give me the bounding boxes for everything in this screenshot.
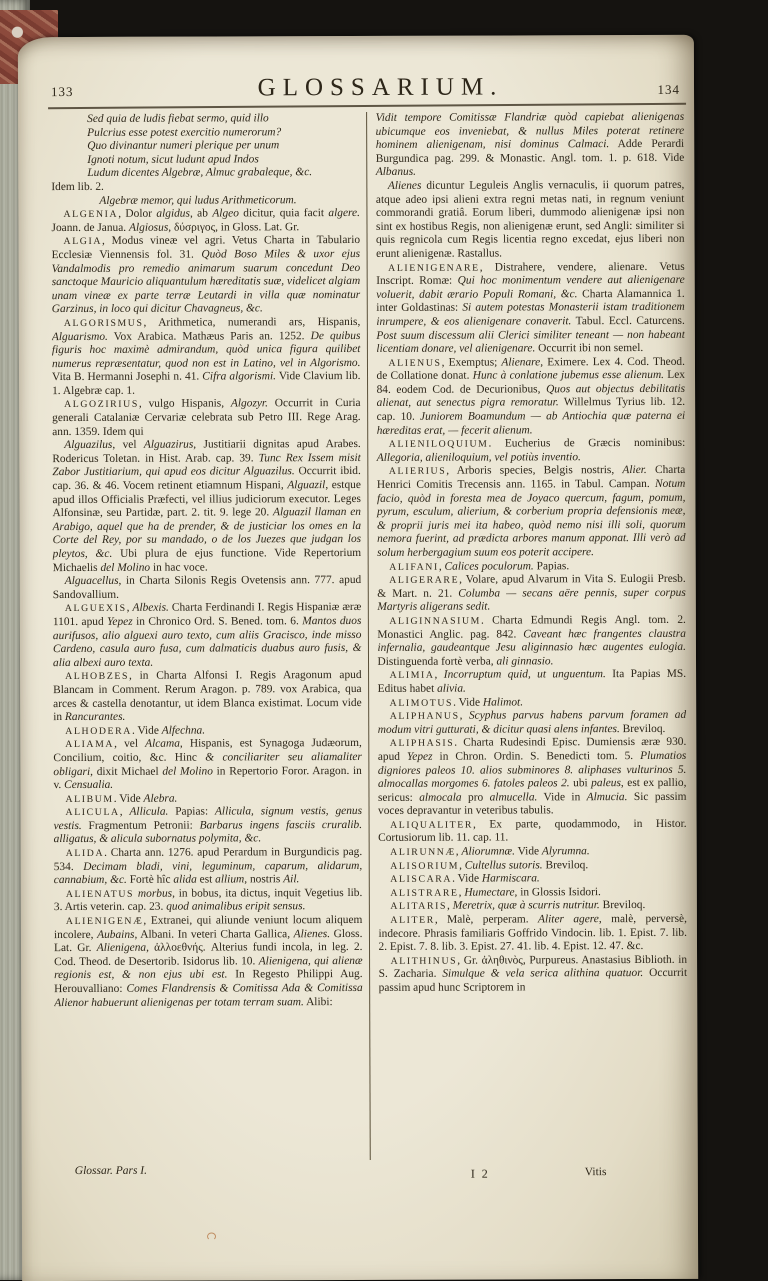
entry-paragraph: ALIDA. Charta ann. 1276. apud Perardum in Burgundicis pag. 534. Decimam bladi, vini, leguminum, caparum, alidarum, cannabium, &c. Fortè hîc alida est allium, nostris Ail. bbox=[53, 846, 363, 887]
page-number-left: 133 bbox=[50, 83, 74, 100]
entry-paragraph: ALIPHASIS. Charta Rudesindi Episc. Dumiensis æræ 930. apud Yepez in Chron. Ordin. S. Benedicti tom. 5. Plumatios digniores paleos 10. alios subminores 8. aliphases vulturinos 5. almocallas morgomes 6. fatoles paleos 2. ubi paleus, est ex pallio, sericus: almocala pro almucella. Vide in Almucia. Sic passim voces depravantur in veteribus tabulis. bbox=[377, 736, 687, 818]
verse-line: Algebræ memor, qui ludus Arithmeticorum. bbox=[99, 193, 297, 207]
entry-paragraph: ALGENIA, Dolor algidus, ab Algeo dicitur, quia facit algere. Joann. de Janua. Algiosus, δύσριγος, in Gloss. Lat. Gr. bbox=[51, 207, 360, 234]
entry-paragraph: ALISORIUM, Cultellus sutoris. Breviloq. bbox=[390, 858, 589, 872]
entry-paragraph: ALIBUM. Vide Alebra. bbox=[65, 792, 178, 805]
entry-paragraph: ALGIA, Modus vineæ vel agri. Vetus Charta in Tabulario Ecclesiæ Viennensis fol. 31. Quòd Boso Miles & uxor ejus Vandalmodis pro remedio animarum suarum concedunt Deo sanctoque Mauricio aliquantulum hæreditatis suæ, videlicet algiam unam vineæ ex parte terræ Leutardi in villa quæ nominatur Garzinus, in loco qui dicitur Chavagneus, &c. bbox=[51, 234, 361, 316]
header-rule bbox=[48, 103, 686, 109]
entry-paragraph: Alienes dicuntur Leguleis Anglis vernaculis, ii quorum patres, atque adeo ipsi alieni extra regni metas nati, in regnum veniunt commorandi gratiâ. Eorum liberi, dummodo alienigenæ ipsi non sint ex hostibus Regis, non alienigenæ erunt, sed Angli: similiter si quis regnicola cum Regis licentia regno excedat, ejus liberi non erunt alienigenæ. Rastallus. bbox=[375, 178, 685, 260]
verse-line: Ludum dicentes Algebræ, Almuc grabaleque, &c. bbox=[87, 166, 313, 180]
footer-catchword: Vitis bbox=[584, 1166, 607, 1179]
entry-paragraph: ALIPHANUS, Scyphus parvus habens parvum foramen ad modum vitri gutturati, & dicitur quasi alens infantes. Breviloq. bbox=[377, 708, 687, 736]
running-header bbox=[51, 73, 680, 103]
entry-paragraph: ALHOBZES, in Charta Alfonsi I. Regis Aragonum apud Blancam in Comment. Rerum Aragon. p. 789. vox Arabica, qua arces & castella denotantur, ut idem Blanca existimat. Locum vide in Rancurantes. bbox=[53, 669, 362, 724]
entry-paragraph: ALGORISMUS, Arithmetica, numerandi ars, Hispanis, Alguarismo. Vox Arabica. Mathæus Paris an. 1252. De quibus figuris hoc maximè admirandum, quòd unica figura quilibet numerus repræsentatur, quod non est in Latino, vel in Algorismo. Vita B. Hermanni Josephi n. 41. Cifra algorismi. Vide Clavium lib. 1. Algebræ cap. 1. bbox=[51, 315, 361, 397]
column-right bbox=[366, 111, 688, 1160]
entry-paragraph: ALIRUNNÆ, Aliorumnæ. Vide Alyrumna. bbox=[390, 845, 590, 858]
verse-line: Sed quia de ludis fiebat sermo, quid illo bbox=[87, 112, 269, 125]
entry-paragraph: ALIAMA, vel Alcama, Hispanis, est Synagoga Judæorum, Concilium, coitio, &c. Hinc & conciliariter seu aliamaliter obligari, dixit Michael del Molino in Repertorio Foror. Aragon. in v. Censualia. bbox=[53, 737, 362, 792]
citation-line: Idem lib. 2. bbox=[51, 180, 104, 194]
verse-line: Pulcrius esse potest exercitio numerorum? bbox=[87, 125, 282, 139]
paper-stain bbox=[207, 1232, 216, 1240]
entry-paragraph: ALIMIA, Incorruptum quid, ut unguentum. Ita Papias MS. Editus habet alivia. bbox=[377, 668, 687, 695]
entry-paragraph: ALIENUS, Exemptus; Alienare, Eximere. Lex 4. Cod. Theod. de Collatione donat. Hunc à conlatione jubemus esse alienum. Lex 84. eodem Cod. de Decurionibus, Quos aut objectus debilitatis alienat, aut senectus pigra remoratur. Willelmus Tyrius lib. 12. cap. 10. Juniorem Boamundum — ab Antiochia quæ paterna ei hæreditas erat, — fecerit alienum. bbox=[376, 355, 686, 437]
footer-signature-title: Glossar. Pars I. bbox=[74, 1164, 148, 1177]
entry-paragraph: ALGOZIRIUS, vulgo Hispanis, Algozyr. Occurrit in Curia generali Catalaniæ Cervariæ celebrata sub Petro III. Rege Arag. ann. 1359. Idem qui bbox=[52, 397, 361, 438]
book-page bbox=[18, 35, 698, 1281]
footer-gathering-mark: I 2 bbox=[470, 1166, 490, 1181]
entry-paragraph: ALIENATUS morbus, in bobus, ita dictus, inquit Vegetius lib. 3. Artis veterin. cap. 23. quod animalibus eripit sensus. bbox=[53, 886, 363, 914]
entry-paragraph: ALIGINNASIUM. Charta Edmundi Regis Angl. tom. 2. Monastici Anglic. pag. 842. Caveant hæc frangentes claustra infernalia, gaudeantque Jesu aliginnasio hæc augentes eulogia. Distinguenda fortè verba, ali ginnasio. bbox=[377, 613, 686, 668]
entry-paragraph: ALITHINUS, Gr. ἀληθινὸς, Purpureus. Anastasius Biblioth. in S. Zacharia. Simulque & vela serica alithina quatuor. Occurrit passim apud hunc Scriptorem in bbox=[378, 953, 688, 994]
verse-line: Ignoti notum, sicut ludunt apud Indos bbox=[87, 153, 259, 166]
verse-line: Quo divinantur numeri plerique per unum bbox=[87, 139, 280, 153]
entry-paragraph: ALIQUALITER, Ex parte, quodammodo, in Histor. Cortusiorum lib. 11. cap. 11. bbox=[378, 817, 687, 845]
entry-paragraph: ALISCARA. Vide Harmiscara. bbox=[390, 872, 540, 886]
page-number-right: 134 bbox=[657, 81, 681, 97]
entry-paragraph: ALICULA, Allicula. Papias: Allicula, signum vestis, genus vestis. Fragmentum Petronii: Barbarus ingens fasciis cruralib. alligatus, & alicula subornatus polymita, &c. bbox=[53, 805, 363, 846]
entry-paragraph: ALIENILOQUIUM. Eucherius de Græcis nominibus: Allegoria, alieniloquium, vel potiùs inventio. bbox=[376, 437, 686, 464]
column-left bbox=[51, 112, 363, 1161]
entry-paragraph: ALIENIGENÆ, Extranei, qui aliunde veniunt locum aliquem incolere, Aubains, Albani. In veteri Charta Gallica, Alienes. Gloss. Lat. Gr. Alienigena, ἀλλοεθνής. Alterius fundi incola, in leg. 2. Cod. Theod. de Desertorib. Isidorus lib. 10. Alienigena, qui alienæ regionis est, & non ejus ubi est. In Regesto Philippi Aug. Herouvalliano: Comes Flandrensis & Comitissa Ada & Comitissa Alienor habuerunt alienigenas per totam terram suam. Alibi: bbox=[53, 914, 363, 1009]
continuation-paragraph: Vidit tempore Comitissæ Flandriæ quòd capiebat alienigenas ubicumque eos inveniebat, & nullus Miles poterat retinere hominem alienigenam, nisi dominus Calmaci. Adde Perardi Burgundica pag. 299. & Monastic. Angl. tom. 1. p. 618. Vide Albanus. bbox=[375, 110, 685, 179]
entry-paragraph: ALIFANI, Calices poculorum. Papias. bbox=[389, 559, 570, 573]
entry-paragraph: ALHODERA. Vide Alfechna. bbox=[65, 724, 206, 737]
entry-paragraph: ALIERIUS, Arboris species, Belgis nostris, Alier. Charta Henrici Comitis Trecensis ann. 1165. in Tabul. Campan. Notum facio, quòd in foresta mea de Joyaco quercum, fagum, pomum, pyrum, esculum, alierium, & corberium propria defensionis meæ, & proprii juris mei ita habeo, quòd nemo nisi illi soli, quorum nemora fuerint, ad prædicta arbores manum apponat. Illi verò ad solum herbergagium suum eos poterit accipere. bbox=[376, 464, 686, 559]
page-title: GLOSSARIUM. bbox=[257, 73, 504, 102]
entry-paragraph: ALGUEXIS, Albexis. Charta Ferdinandi I. Regis Hispaniæ æræ 1101. apud Yepez in Chronico Ord. S. Bened. tom. 6. Mantos duos aurifusos, alio alguexi auro texto, cum aliis Gracisco, inde misso Cardeno, casula auro fusa, cum dalmaticis duabus auro fusis, & alia albexi auro texta. bbox=[52, 601, 362, 669]
entry-paragraph: ALITER, Malè, perperam. Aliter agere, malè, perversè, indecore. Phrasis familiaris Goffrido Vindocin. lib. 1. Epist. 7. lib. 2. Epist. 7. 8. lib. 3. Epist. 27. 41. lib. 4. Epist. 12. 47. &c. bbox=[378, 912, 687, 954]
entry-paragraph: ALITARIS, Meretrix, quæ à scurris nutritur. Breviloq. bbox=[390, 899, 646, 913]
text-columns bbox=[51, 111, 688, 1161]
entry-paragraph: Alguacellus, in Charta Silonis Regis Ovetensis ann. 777. apud Sandovallium. bbox=[52, 574, 362, 601]
entry-paragraph: Alguazilus, vel Alguazirus, Justitiarii dignitas apud Arabes. Rodericus Toletan. in Hist. Arab. cap. 39. Tunc Rex Issem misit Zabor Justitiarium, qui apud eos dicitur Alguazilus. Occurrit ibid. cap. 36. & 46. Vocem retinent etiamnum Hispani, Alguazil, estque apud illos Officialis Præfecti, vel illius judiciorum executor. Leges Alfonsinæ, seu Partidæ, part. 2. tit. 9. lege 20. Alguazil llaman en Arabigo, aquel que ha de prender, & de justiciar los omes en la Corte del Rey, por su mandado, o de los Juezes que judgan los pleytos, &c. Ubi plura de ejus functione. Vide Repertorium Michaelis del Molino in hac voce. bbox=[52, 438, 362, 574]
entry-paragraph: ALIGERARE, Volare, apud Alvarum in Vita S. Eulogii Presb. & Mart. n. 21. Columba — secans aëre pennis, super corpus Martyris aligerans sedit. bbox=[377, 573, 686, 614]
entry-paragraph: ALIENIGENARE, Distrahere, vendere, alienare. Vetus Inscript. Romæ: Qui hoc monimentum vendere aut alienigenare voluerit, dabit ærario Populi Romani, &c. Charta Alamannica 1. inter Goldastinas: Si autem potestas Monasterii istam traditionem inrumpere, & eos alienigenare conaverit. Tabul. Eccl. Caturcens. Post suum discessum alii Clerici similiter teneant — non habeant licentiam donare, vel alienigenare. Occurrit ibi non semel. bbox=[376, 260, 685, 356]
entry-paragraph: ALIMOTUS. Vide Halimot. bbox=[389, 695, 524, 709]
entry-paragraph: ALISTRARE, Humectare, in Glossis Isidori. bbox=[390, 885, 601, 899]
